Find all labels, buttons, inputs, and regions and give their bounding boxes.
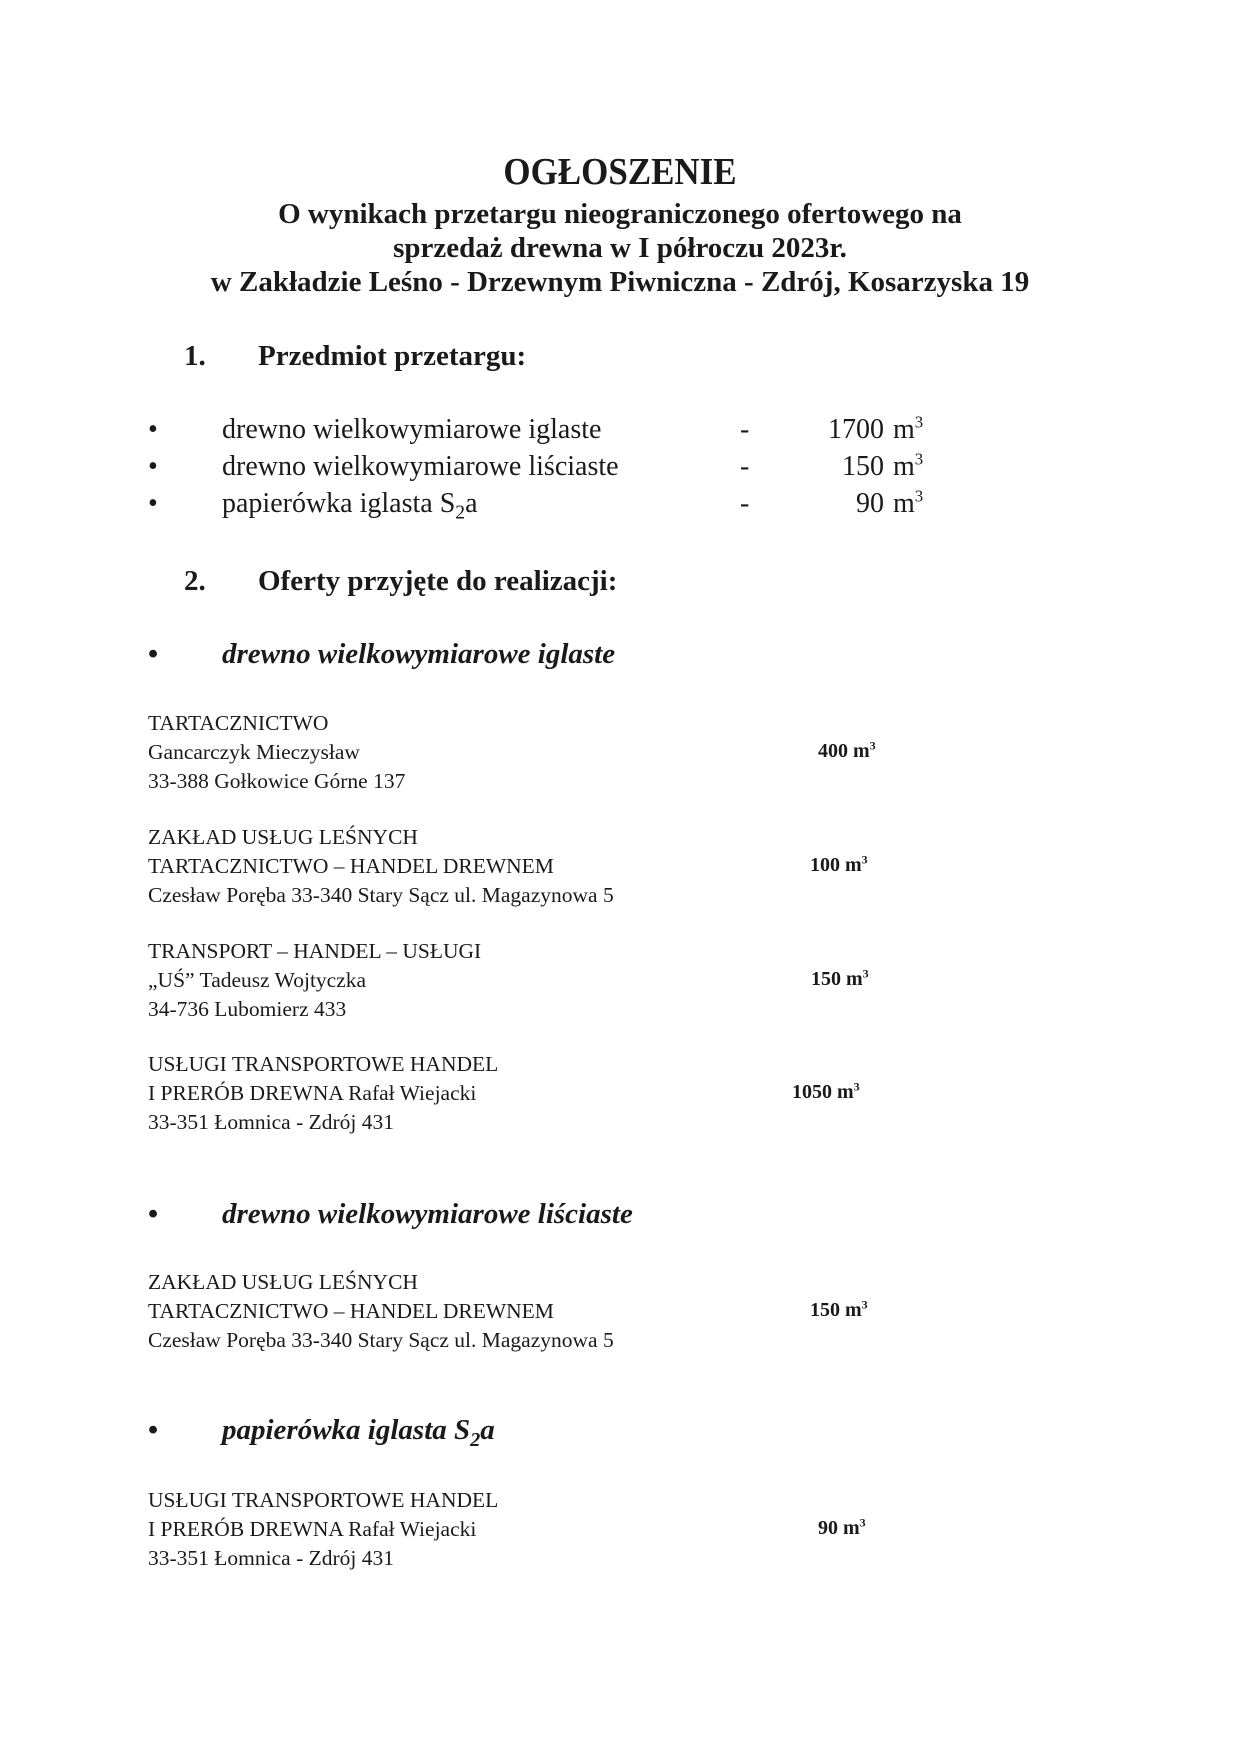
tender-item (148, 488, 948, 524)
section-label: Przedmiot przetargu: (258, 340, 527, 372)
item-unit: $m^3$ (893, 449, 924, 482)
item-quantity: 1700 (828, 414, 884, 445)
document-title: OGŁOSZENIE (503, 151, 737, 193)
offer-amount: 400 $m^3$ (818, 738, 876, 762)
bullet-icon: • (148, 1414, 159, 1446)
section-label: Oferty przyjęte do realizacji: (258, 565, 618, 597)
category-title: papierówka iglasta $S_2a$ (222, 1414, 495, 1451)
offer-company: ZAKŁAD USŁUG LEŚNYCH TARTACZNICTWO – HANDEL DREWNEM Czesław Poręba 33-340 Stary Sącz ul. Magazynowa 5 (148, 1270, 614, 1352)
bullet-icon: • (148, 414, 158, 445)
bullet-icon: • (148, 488, 158, 519)
dash: - (740, 488, 750, 519)
section-number: 2. (184, 565, 206, 597)
item-name: papierówka iglasta $S_2a$ (222, 488, 478, 524)
subtitle-line-3: w Zakładzie Leśno - Drzewnym Piwniczna - Zdrój, Kosarzyska 19 (210, 266, 1030, 298)
subtitle-line-2: sprzedaż drewna w I półroczu 2023r. (393, 232, 847, 264)
dash: - (740, 451, 750, 482)
bullet-icon: • (148, 451, 158, 482)
category-title: drewno wielkowymiarowe iglaste (222, 638, 616, 670)
category-title: drewno wielkowymiarowe liściaste (222, 1198, 633, 1230)
offer-company: TARTACZNICTWO Gancarczyk Mieczysław 33-388 Gołkowice Górne 137 (148, 711, 406, 793)
offer-company: USŁUGI TRANSPORTOWE HANDEL I PRERÓB DREWNA Rafał Wiejacki 33-351 Łomnica - Zdrój 431 (148, 1052, 499, 1134)
item-quantity: 150 (842, 451, 884, 482)
bullet-icon: • (148, 1198, 159, 1230)
bullet-icon: • (148, 638, 159, 670)
item-unit: $m^3$ (893, 412, 924, 445)
offer-company: TRANSPORT – HANDEL – USŁUGI „UŚ” Tadeusz Wojtyczka 34-736 Lubomierz 433 (148, 939, 482, 1021)
item-name: drewno wielkowymiarowe liściaste (222, 451, 619, 482)
tender-item (148, 414, 948, 450)
offer-amount: 1050 $m^3$ (792, 1079, 860, 1103)
offer-amount: 150 $m^3$ (811, 966, 869, 990)
offer-amount: 100 $m^3$ (810, 852, 868, 876)
offer-company: USŁUGI TRANSPORTOWE HANDEL I PRERÓB DREWNA Rafał Wiejacki 33-351 Łomnica - Zdrój 431 (148, 1488, 499, 1570)
offer-amount: 150 $m^3$ (810, 1297, 868, 1321)
section-number: 1. (184, 340, 206, 372)
item-name: drewno wielkowymiarowe iglaste (222, 414, 602, 445)
item-unit: $m^3$ (893, 486, 924, 519)
offer-company: ZAKŁAD USŁUG LEŚNYCH TARTACZNICTWO – HANDEL DREWNEM Czesław Poręba 33-340 Stary Sącz ul. Magazynowa 5 (148, 825, 614, 907)
subtitle-line-1: O wynikach przetargu nieograniczonego ofertowego na (278, 198, 962, 230)
item-quantity: 90 (856, 488, 884, 519)
tender-item (148, 451, 948, 487)
dash: - (740, 414, 750, 445)
offer-amount: 90 $m^3$ (818, 1515, 866, 1539)
